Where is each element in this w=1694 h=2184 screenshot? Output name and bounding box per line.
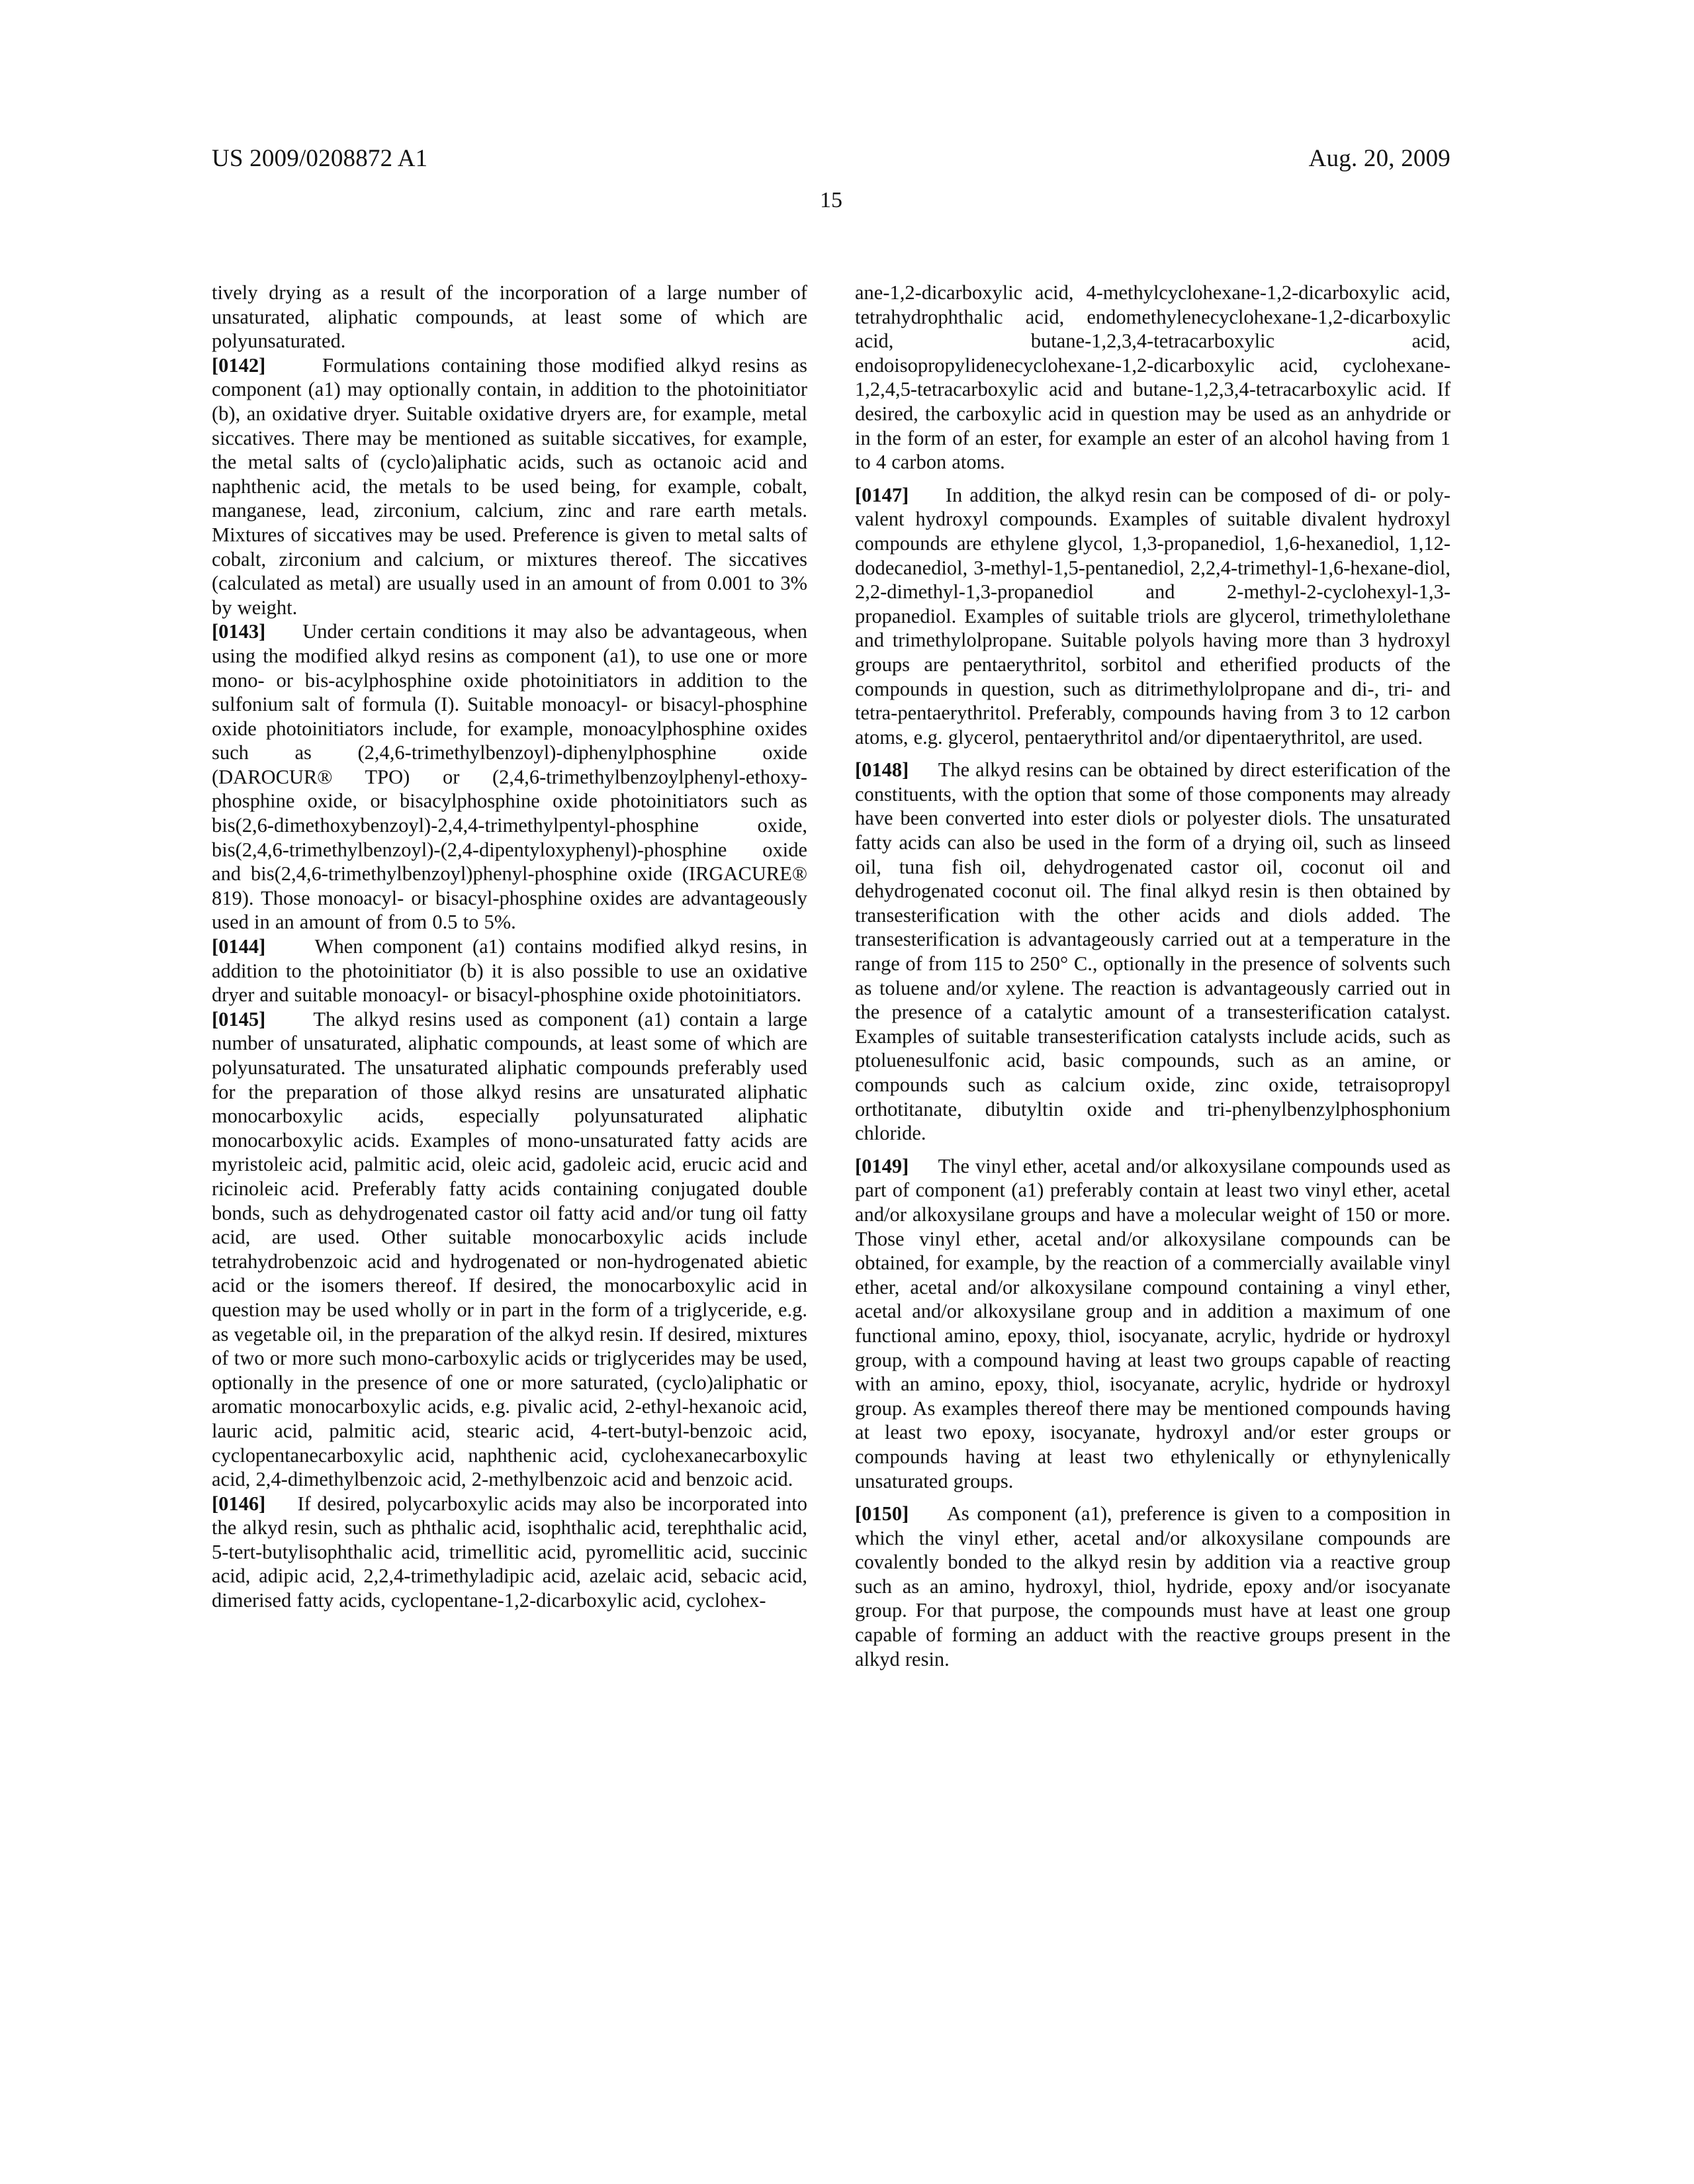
paragraph-number: [0146] [212, 1492, 266, 1515]
right-column [855, 281, 1450, 1671]
paragraph: [0145] The alkyd resins used as component (a1) contain a large number of unsaturated, aliphatic compounds, at least some of which are polyunsaturated. The unsaturated aliphatic compounds preferably used for the preparation of those alkyd resins are unsaturated aliphatic monocarboxylic acids, especially polyunsaturated aliphatic monocarboxylic acids. Examples of mono-unsaturated fatty acids are myristoleic acid, palmitic acid, oleic acid, gadoleic acid, erucic acid and ricinoleic acid. Preferably fatty acids containing conjugated double bonds, such as dehydrogenated castor oil fatty acid and/or tung oil fatty acid, are used. Other suitable monocarboxylic acids include tetrahydrobenzoic acid and hydrogenated or non-hydrogenated abietic acid or the isomers thereof. If desired, the monocarboxylic acid in question may be used wholly or in part in the form of a triglyceride, e.g. as vegetable oil, in the preparation of the alkyd resin. If desired, mixtures of two or more such mono-carboxylic acids or triglycerides may be used, optionally in the presence of one or more saturated, (cyclo)aliphatic or aromatic monocarboxylic acids, e.g. pivalic acid, 2-ethyl-hexanoic acid, lauric acid, palmitic acid, stearic acid, 4-tert-butyl-benzoic acid, cyclopentanecarboxylic acid, naphthenic acid, cyclohexanecarboxylic acid, 2,4-dimethylbenzoic acid, 2-methylbenzoic acid and benzoic acid. [212, 1007, 807, 1491]
paragraph-number: [0143] [212, 620, 266, 643]
paragraph-number: [0148] [855, 758, 909, 782]
paragraph: [0146] If desired, polycarboxylic acids may also be incorporated into the alkyd resin, such as phthalic acid, isophthalic acid, terephthalic acid, 5-tert-butylisophthalic acid, trimellitic acid, pyromellitic acid, succinic acid, adipic acid, 2,2,4-trimethyladipic acid, azelaic acid, sebacic acid, dimerised fatty acids, cyclopentane-1,2-dicarboxylic acid, cyclohex- [212, 1492, 808, 1612]
left-column [212, 281, 807, 1671]
paragraph: [0143] Under certain conditions it may also be advantageous, when using the modified alkyd resins as component (a1), to use one or more mono- or bis-acylphosphine oxide photoinitiators in addition to the sulfonium salt of formula (I). Suitable monoacyl- or bisacyl-phosphine oxide photoinitiators include, for example, monoacylphosphine oxides such as (2,4,6-trimethylbenzoyl)-diphenylphosphine oxide (DAROCUR® TPO) or (2,4,6-trimethylbenzoylphenyl-ethoxy-phosphine oxide, or bisacylphosphine oxide photoinitiators such as bis(2,6-dimethoxybenzoyl)-2,4,4-trimethylpentyl-phosphine oxide, bis(2,4,6-trimethylbenzoyl)-(2,4-dipentyloxyphenyl)-phosphine oxide and bis(2,4,6-trimethylbenzoyl)phenyl-phosphine oxide (IRGACURE® 819). Those monoacyl- or bisacyl-phosphine oxides are advantageously used in an amount of from 0.5 to 5%. [212, 620, 807, 934]
page-number: 15 [820, 188, 842, 212]
publication-date: Aug. 20, 2009 [1308, 145, 1450, 172]
patent-number: US 2009/0208872 A1 [212, 145, 428, 172]
text-columns [212, 281, 1450, 1671]
paragraph: [0150] As component (a1), preference is given to a composition in which the vinyl ether, acetal and/or alkoxysilane compounds are covalently bonded to the alkyd resin by addition via a reactive group such as an amino, hydroxyl, thiol, hydride, epoxy and/or isocyanate group. For that purpose, the compounds must have at least one group capable of forming an adduct with the reactive groups present in the alkyd resin. [855, 1502, 1450, 1670]
paragraph: ane-1,2-dicarboxylic acid, 4-methylcyclohexane-1,2-dicarboxylic acid, tetrahydrophthalic acid, endomethylenecyclohexane-1,2-dicarboxylic acid, butane-1,2,3,4-tetracarboxylic acid, endoisopropylidenecyclohexane-1,2-dicarboxylic acid, cyclohexane-1,2,4,5-tetracarboxylic acid and butane-1,2,3,4-tetracarboxylic acid. If desired, the carboxylic acid in question may be used as an anhydride or in the form of an ester, for example an ester of an alcohol having from 1 to 4 carbon atoms. [855, 281, 1450, 474]
page-header [212, 144, 1450, 173]
paragraph: [0148] The alkyd resins can be obtained by direct esterification of the constituents, with the option that some of those components may already have been converted into ester diols or polyester diols. The unsaturated fatty acids can also be used in the form of a drying oil, such as linseed oil, tuna fish oil, dehydrogenated castor oil, coconut oil and dehydrogenated coconut oil. The final alkyd resin is then obtained by transesterification with the other acids and diols added. The transesterification is advantageously carried out at a temperature in the range of from 115 to 250° C., optionally in the presence of solvents such as toluene and/or xylene. The reaction is advantageously carried out in the presence of a catalytic amount of a transesterification catalyst. Examples of suitable transesterification catalysts include acids, such as ptoluenesulfonic acid, basic compounds, such as an amine, or compounds such as calcium oxide, zinc oxide, tetraisopropyl orthotitanate, dibutyltin oxide and tri-phenylbenzylphosphonium chloride. [855, 758, 1450, 1145]
paragraph: [0142] Formulations containing those modified alkyd resins as component (a1) may optionally contain, in addition to the photoinitiator (b), an oxidative dryer. Suitable oxidative dryers are, for example, metal siccatives. There may be mentioned as suitable siccatives, for example, the metal salts of (cyclo)aliphatic acids, such as octanoic acid and naphthenic acid, the metals to be used being, for example, cobalt, manganese, lead, zirconium, calcium, zinc and rare earth metals. Mixtures of siccatives may be used. Preference is given to metal salts of cobalt, zirconium and calcium, or mixtures thereof. The siccatives (calculated as metal) are usually used in an amount of from 0.001 to 3% by weight. [212, 353, 807, 619]
paragraph: tively drying as a result of the incorporation of a large number of unsaturated, aliphatic compounds, at least some of which are polyunsaturated. [212, 281, 807, 353]
paragraph-number: [0142] [212, 353, 266, 377]
paragraph: [0147] In addition, the alkyd resin can be composed of di- or poly-valent hydroxyl compounds. Examples of suitable divalent hydroxyl compounds are ethylene glycol, 1,3-propanediol, 1,6-hexanediol, 1,12-dodecanediol, 3-methyl-1,5-pentanediol, 2,2,4-trimethyl-1,6-hexane-diol, 2,2-dimethyl-1,3-propanediol and 2-methyl-2-cyclohexyl-1,3-propanediol. Examples of suitable triols are glycerol, trimethylolethane and trimethylolpropane. Suitable polyols having more than 3 hydroxyl groups are pentaerythritol, sorbitol and etherified products of the compounds in question, such as ditrimethylolpropane and di-, tri- and tetra-pentaerythritol. Preferably, compounds having from 3 to 12 carbon atoms, e.g. glycerol, pentaerythritol and/or dipentaerythritol, are used. [855, 483, 1451, 749]
paragraph: [0149] The vinyl ether, acetal and/or alkoxysilane compounds used as part of component (a1) preferably contain at least two vinyl ether, acetal and/or alkoxysilane groups and have a molecular weight of 150 or more. Those vinyl ether, acetal and/or alkoxysilane compounds can be obtained, for example, by the reaction of a commercially available vinyl ether, acetal and/or alkoxysilane compound containing a vinyl ether, acetal and/or alkoxysilane group and in addition a maximum of one functional amino, epoxy, thiol, isocyanate, acrylic, hydride or hydroxyl group, with a compound having at least two groups capable of reacting with an amino, epoxy, thiol, isocyanate, acrylic, hydride or hydroxyl group. As examples thereof there may be mentioned compounds having at least two epoxy, isocyanate, hydroxyl and/or ester groups or compounds having at least two ethylenically or ethynylenically unsaturated groups. [855, 1154, 1450, 1492]
paragraph-number: [0147] [855, 483, 909, 506]
paragraph-number: [0145] [212, 1007, 266, 1030]
paragraph-number: [0149] [855, 1154, 909, 1177]
paragraph-number: [0144] [212, 935, 266, 958]
paragraph: [0144] When component (a1) contains modified alkyd resins, in addition to the photoinitiator (b) it is also possible to use an oxidative dryer and suitable monoacyl- or bisacyl-phosphine oxide photoinitiators. [212, 935, 807, 1007]
paragraph-number: [0150] [855, 1502, 909, 1525]
